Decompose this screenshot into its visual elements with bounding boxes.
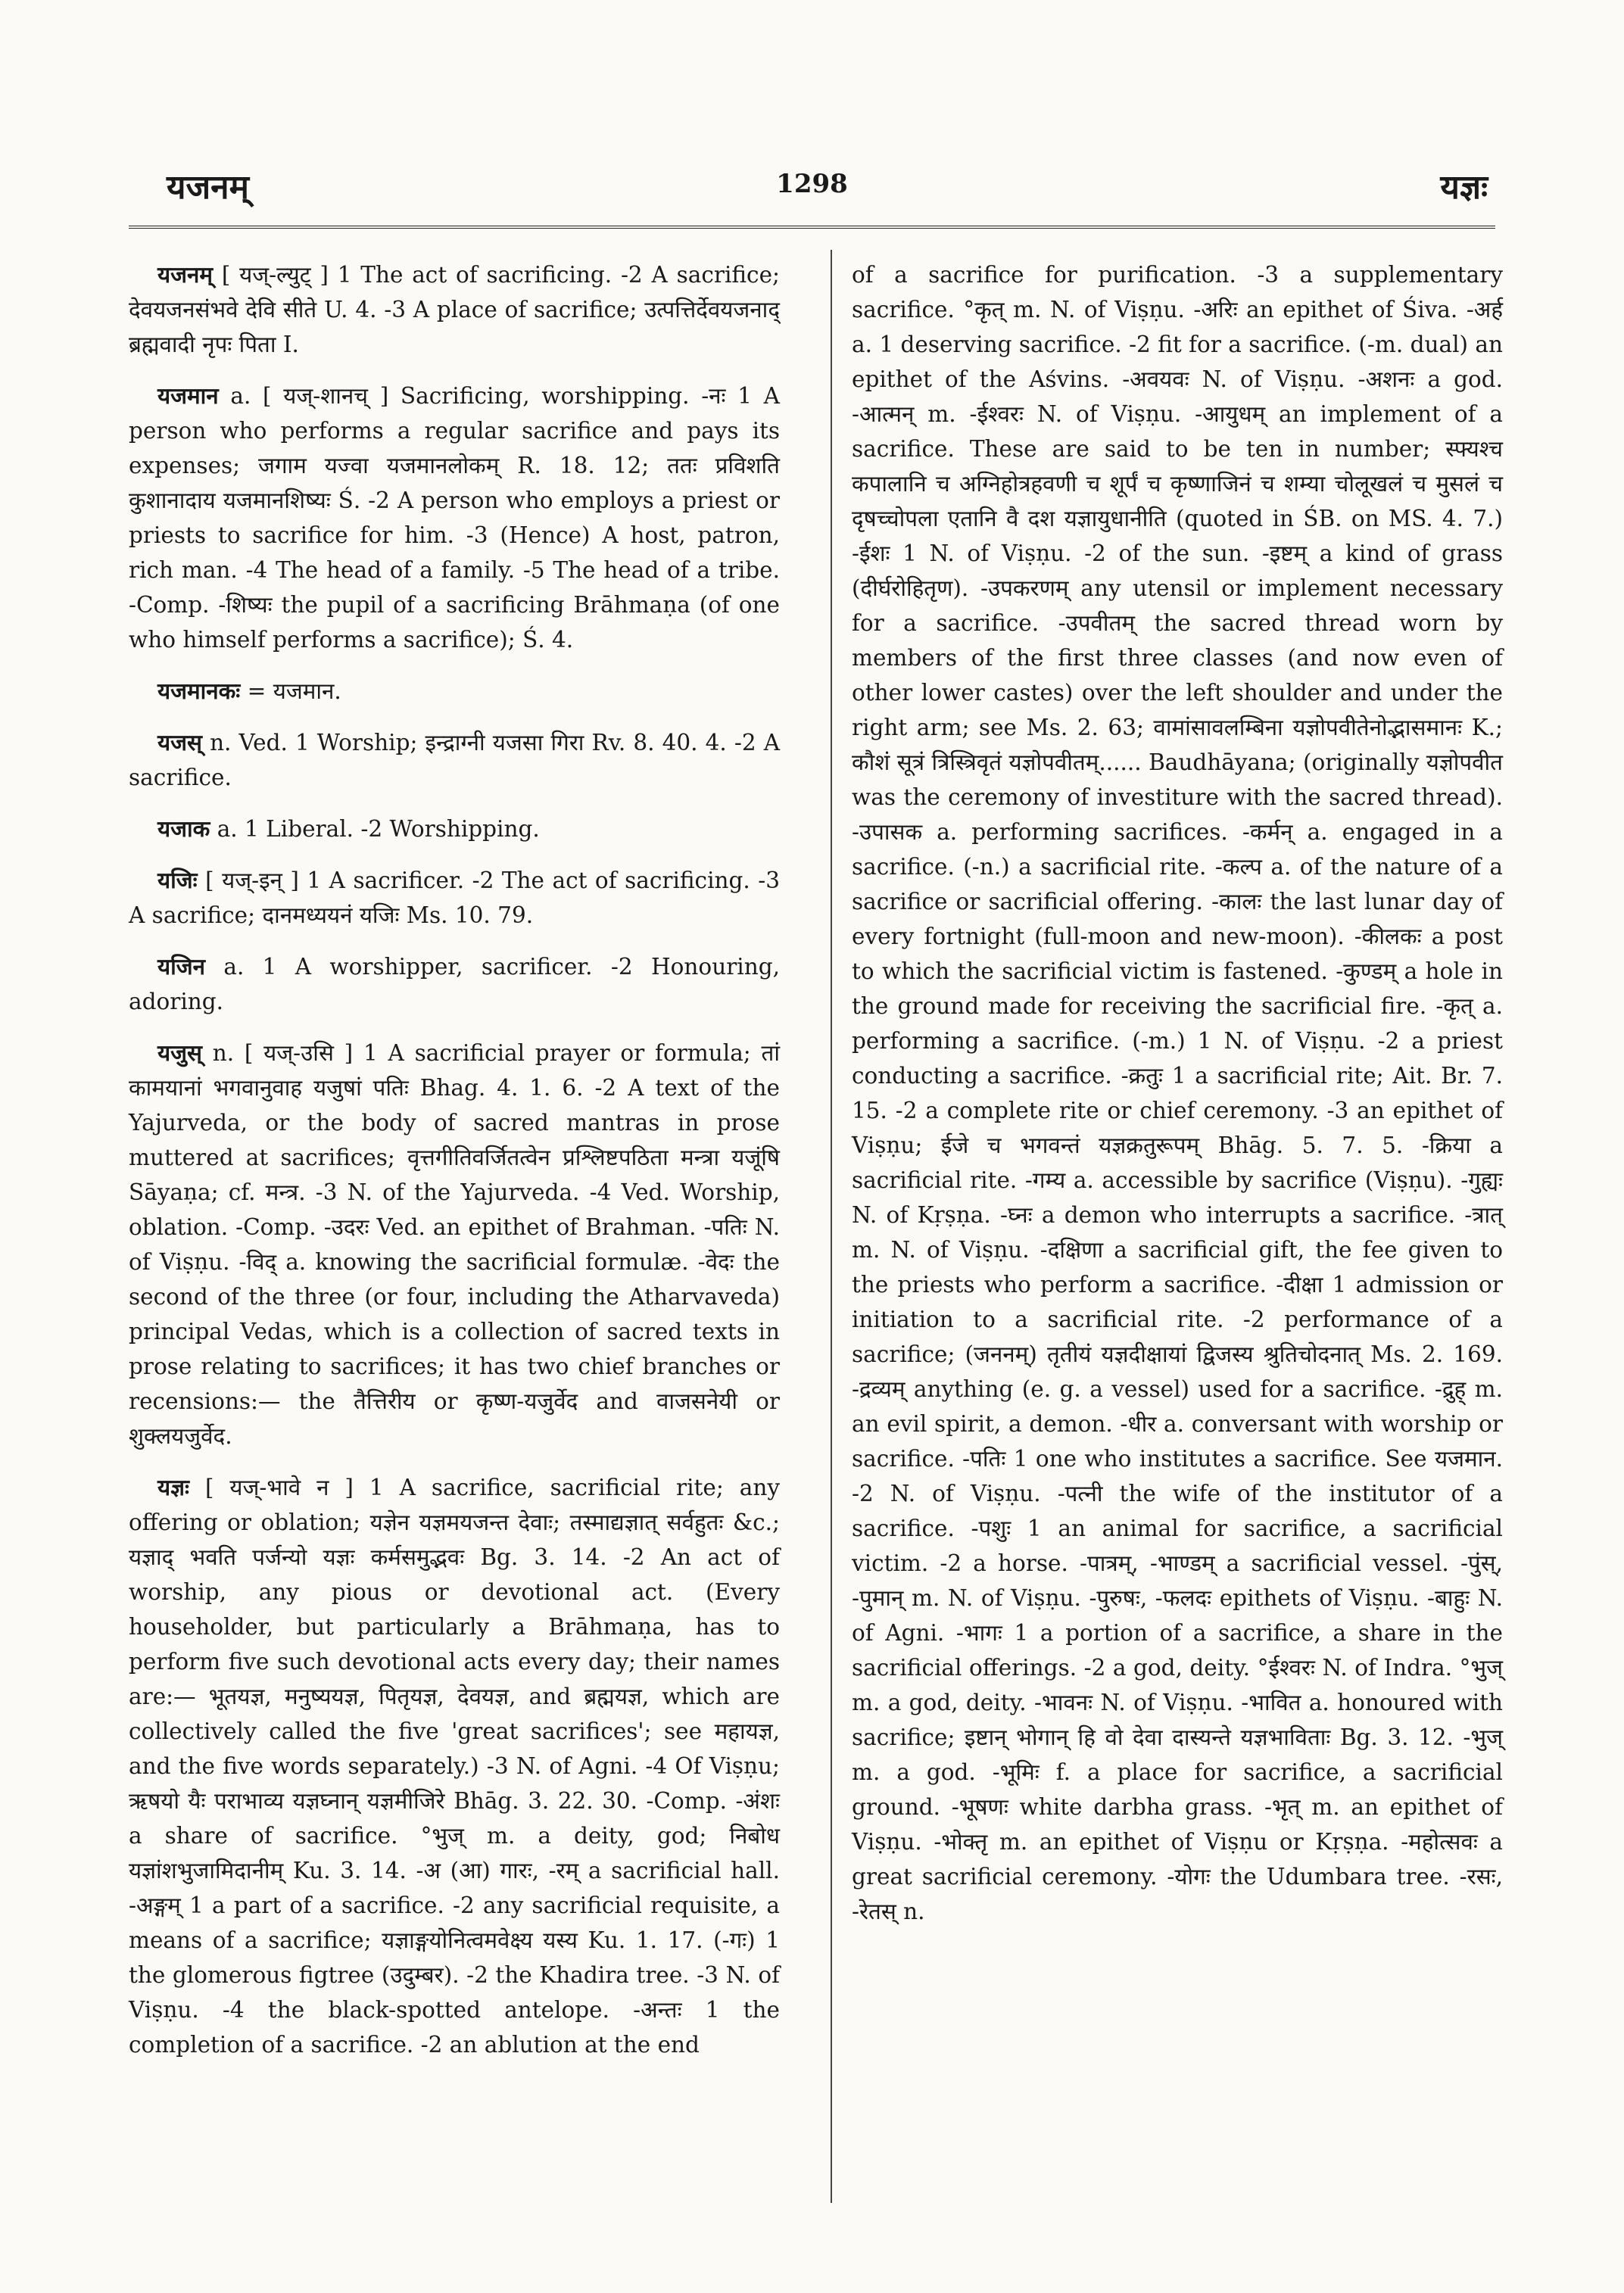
entry-text: [ यज्-भावे न ] 1 A sacrifice, sacrificial rite; any offering or oblation; यज्ञेन यज्ञमयजन्त देवाः; तस्माद्यज्ञात् सर्वहुतः &c.; यज्ञाद् भवति पर्जन्यो यज्ञः कर्मसमुद्भवः Bg. 3. 14. -2 An act of worship, any pious or devotional act. (Every householder, but particularly a Brāhmaṇa, has to perform five such devotional acts every day; their names are:— भूतयज्ञ, मनुष्ययज्ञ, पितृयज्ञ, देवयज्ञ, and ब्रह्मयज्ञ, which are collectively called the five 'great sacrifices'; see महायज्ञ, and the five words separately.) -3 N. of Agni. -4 Of Viṣṇu; ऋषयो यैः पराभाव्य यज्ञघ्नान् यज्ञमीजिरे Bhāg. 3. 22. 30. -Comp. -अंशः a share of sacrifice. °भुज् m. a deity, god; निबोध यज्ञांशभुजामिदानीम् Ku. 3. 14. -अ (आ) गारः, -रम् a sacrificial hall. -अङ्गम् 1 a part of a sacrifice. -2 any sacrificial requisite, a means of a sacrifice; यज्ञाङ्गयोनित्वमवेक्ष्य यस्य Ku. 1. 17. (-गः) 1 the glomerous figtree (उदुम्बर). -2 the Khadira tree. -3 N. of Viṣṇu. -4 the black-spotted antelope. -अन्तः 1 the completion of a sacrifice. -2 an ablution at the end xyxy=(129,1475,780,2058)
entry-text: a. 1 A worshipper, sacrificer. -2 Honouring, adoring. xyxy=(129,954,780,1014)
entry-headword: यज्ञः xyxy=(157,1474,189,1500)
entry-headword: यजुस् xyxy=(157,1039,202,1066)
entry-headword: यजिः xyxy=(157,867,198,893)
dictionary-entry xyxy=(129,674,780,709)
entry-headword: यजाक xyxy=(157,815,210,842)
dictionary-entry xyxy=(129,257,780,362)
entry-text: = यजमान. xyxy=(247,678,341,704)
entry-text: a. [ यज्-शानच् ] Sacrificing, worshipping. -नः 1 A person who performs a regular sacrifice and pays its expenses; जगाम यज्वा यजमानलोकम् R. 18. 12; ततः प्रविशति कुशानादाय यजमानशिष्यः Ś. -2 A person who employs a priest or priests to sacrifice for him. -3 (Hence) A host, patron, rich man. -4 The head of a family. -5 The head of a tribe. -Comp. -शिष्यः the pupil of a sacrificing Brāhmaṇa (of one who himself performs a sacrifice); Ś. 4. xyxy=(129,383,780,653)
header-rule xyxy=(129,226,1495,229)
dictionary-entry xyxy=(129,379,780,657)
header-right-word: यज्ञः xyxy=(1440,168,1488,207)
entry-headword: यजिन xyxy=(157,953,206,980)
entry-headword: यजनम् xyxy=(157,261,214,288)
entry-headword: यजमानकः xyxy=(157,678,241,704)
dictionary-entry xyxy=(129,863,780,933)
page-number: 1298 xyxy=(776,169,848,199)
entry-continuation: of a sacrifice for purification. -3 a supplementary sacrifice. °कृत् m. N. of Viṣṇu. -अरिः an epithet of Śiva. -अर्ह a. 1 deserving sacrifice. -2 fit for a sacrifice. (-m. dual) an epithet of the Aśvins. -अवयवः N. of Viṣṇu. -अशनः a god. -आत्मन् m. -ईश्वरः N. of Viṣṇu. -आयुधम् an implement of a sacrifice. These are said to be ten in number; स्फ्यश्च कपालानि च अग्निहोत्रहवणी च शूर्पं च कृष्णाजिनं च शम्या चोलूखलं च मुसलं च दृषच्चोपला एतानि वै दश यज्ञायुधानीति (quoted in ŚB. on MS. 4. 7.) -ईशः 1 N. of Viṣṇu. -2 of the sun. -इष्टम् a kind of grass (दीर्घरोहितृण). -उपकरणम् any utensil or implement necessary for a sacrifice. -उपवीतम् the sacred thread worn by members of the first three classes (and now even of other lower castes) over the left shoulder and under the right arm; see Ms. 2. 63; वामांसावलम्बिना यज्ञोपवीतेनोद्भासमानः K.; कौशं सूत्रं त्रिस्त्रिवृतं यज्ञोपवीतम्...... Baudhāyana; (originally यज्ञोपवीत was the ceremony of investiture with the sacred thread). -उपासक a. performing sacrifices. -कर्मन् a. engaged in a sacrifice. (-n.) a sacrificial rite. -कल्प a. of the nature of a sacrifice or sacrificial offering. -कालः the last lunar day of every fortnight (full-moon and new-moon). -कीलकः a post to which the sacrificial victim is fastened. -कुण्डम् a hole in the ground made for receiving the sacrificial fire. -कृत् a. performing a sacrifice. (-m.) 1 N. of Viṣṇu. -2 a priest conducting a sacrifice. -क्रतुः 1 a sacrificial rite; Ait. Br. 7. 15. -2 a complete rite or chief ceremony. -3 an epithet of Viṣṇu; ईजे च भगवन्तं यज्ञक्रतुरूपम् Bhāg. 5. 7. 5. -क्रिया a sacrificial rite. -गम्य a. accessible by sacrifice (Viṣṇu). -गुह्यः N. of Kṛṣṇa. -घ्नः a demon who interrupts a sacrifice. -त्रात् m. N. of Viṣṇu. -दक्षिणा a sacrificial gift, the fee given to the priests who perform a sacrifice. -दीक्षा 1 admission or initiation to a sacrificial rite. -2 performance of a sacrifice; (जननम्) तृतीयं यज्ञदीक्षायां द्विजस्य श्रुतिचोदनात् Ms. 2. 169. -द्रव्यम् anything (e. g. a vessel) used for a sacrifice. -द्रुह् m. an evil spirit, a demon. -धीर a. conversant with worship or sacrifice. -पतिः 1 one who institutes a sacrifice. See यजमान. -2 N. of Viṣṇu. -पत्नी the wife of the institutor of a sacrifice. -पशुः 1 an animal for sacrifice, a sacrificial victim. -2 a horse. -पात्रम्, -भाण्डम् a sacrificial vessel. -पुंस्, -पुमान् m. N. of Viṣṇu. -पुरुषः, -फलदः epithets of Viṣṇu. -बाहुः N. of Agni. -भागः 1 a portion of a sacrifice, a share in the sacrificial offerings. -2 a god, deity. °ईश्वरः N. of Indra. °भुज् m. a god, deity. -भावनः N. of Viṣṇu. -भावित a. honoured with sacrifice; इष्टान् भोगान् हि वो देवा दास्यन्ते यज्ञभाविताः Bg. 3. 12. -भुज् m. a god. -भूमिः f. a place for sacrifice, a sacrificial ground. -भूषणः white darbha grass. -भृत् m. an epithet of Viṣṇu. -भोक्तृ m. an epithet of Viṣṇu or Kṛṣṇa. -महोत्सवः a great sacrificial ceremony. -योगः the Udumbara tree. -रसः, -रेतस् n. xyxy=(852,262,1504,1924)
dictionary-entry xyxy=(129,1036,780,1453)
dictionary-entry xyxy=(129,949,780,1019)
entry-headword: यजमान xyxy=(157,382,219,409)
page-header xyxy=(129,163,1495,216)
column-divider xyxy=(831,250,832,2203)
entry-text: n. [ यज्-उसि ] 1 A sacrificial prayer or formula; तां कामयानां भगवानुवाह यजुषां पतिः Bhag. 4. 1. 6. -2 A text of the Yajurveda, or the body of sacred mantras in prose muttered at sacrifices; वृत्तगीतिवर्जितत्वेन प्रश्लिष्टपठिता मन्त्रा यजूंषि Sāyaṇa; cf. मन्त्र. -3 N. of the Yajurveda. -4 Ved. Worship, oblation. -Comp. -उदरः Ved. an epithet of Brahman. -पतिः N. of Viṣṇu. -विद् a. knowing the sacrificial formulæ. -वेदः the second of the three (or four, including the Atharvaveda) principal Vedas, which is a collection of sacred texts in prose relating to sacrifices; it has two chief branches or recensions:— the तैत्तिरीय or कृष्ण-यजुर्वेद and वाजसनेयी or शुक्लयजुर्वेद. xyxy=(129,1040,780,1449)
dictionary-entry xyxy=(129,725,780,795)
entry-text: [ यज्-इन् ] 1 A sacrificer. -2 The act of sacrificing. -3 A sacrifice; दानमध्ययनं यजिः Ms. 10. 79. xyxy=(129,868,780,928)
entry-headword: यजस् xyxy=(157,729,202,756)
entry-text: n. Ved. 1 Worship; इन्द्राग्नी यजसा गिरा Rv. 8. 40. 4. -2 A sacrifice. xyxy=(129,730,780,790)
dictionary-entry xyxy=(129,1470,780,2062)
dictionary-entry xyxy=(129,812,780,846)
left-column xyxy=(129,257,780,2079)
entry-text: a. 1 Liberal. -2 Worshipping. xyxy=(217,816,540,842)
right-column xyxy=(852,257,1503,1946)
entry-text: [ यज्-ल्युट् ] 1 The act of sacrificing. -2 A sacrifice; देवयजनसंभवे देवि सीते U. 4. -3 A place of sacrifice; उत्पत्तिर्देवयजनाद् ब्रह्मवादी नृपः पिता I. xyxy=(129,262,780,357)
header-left-word: यजनम् xyxy=(167,168,249,207)
